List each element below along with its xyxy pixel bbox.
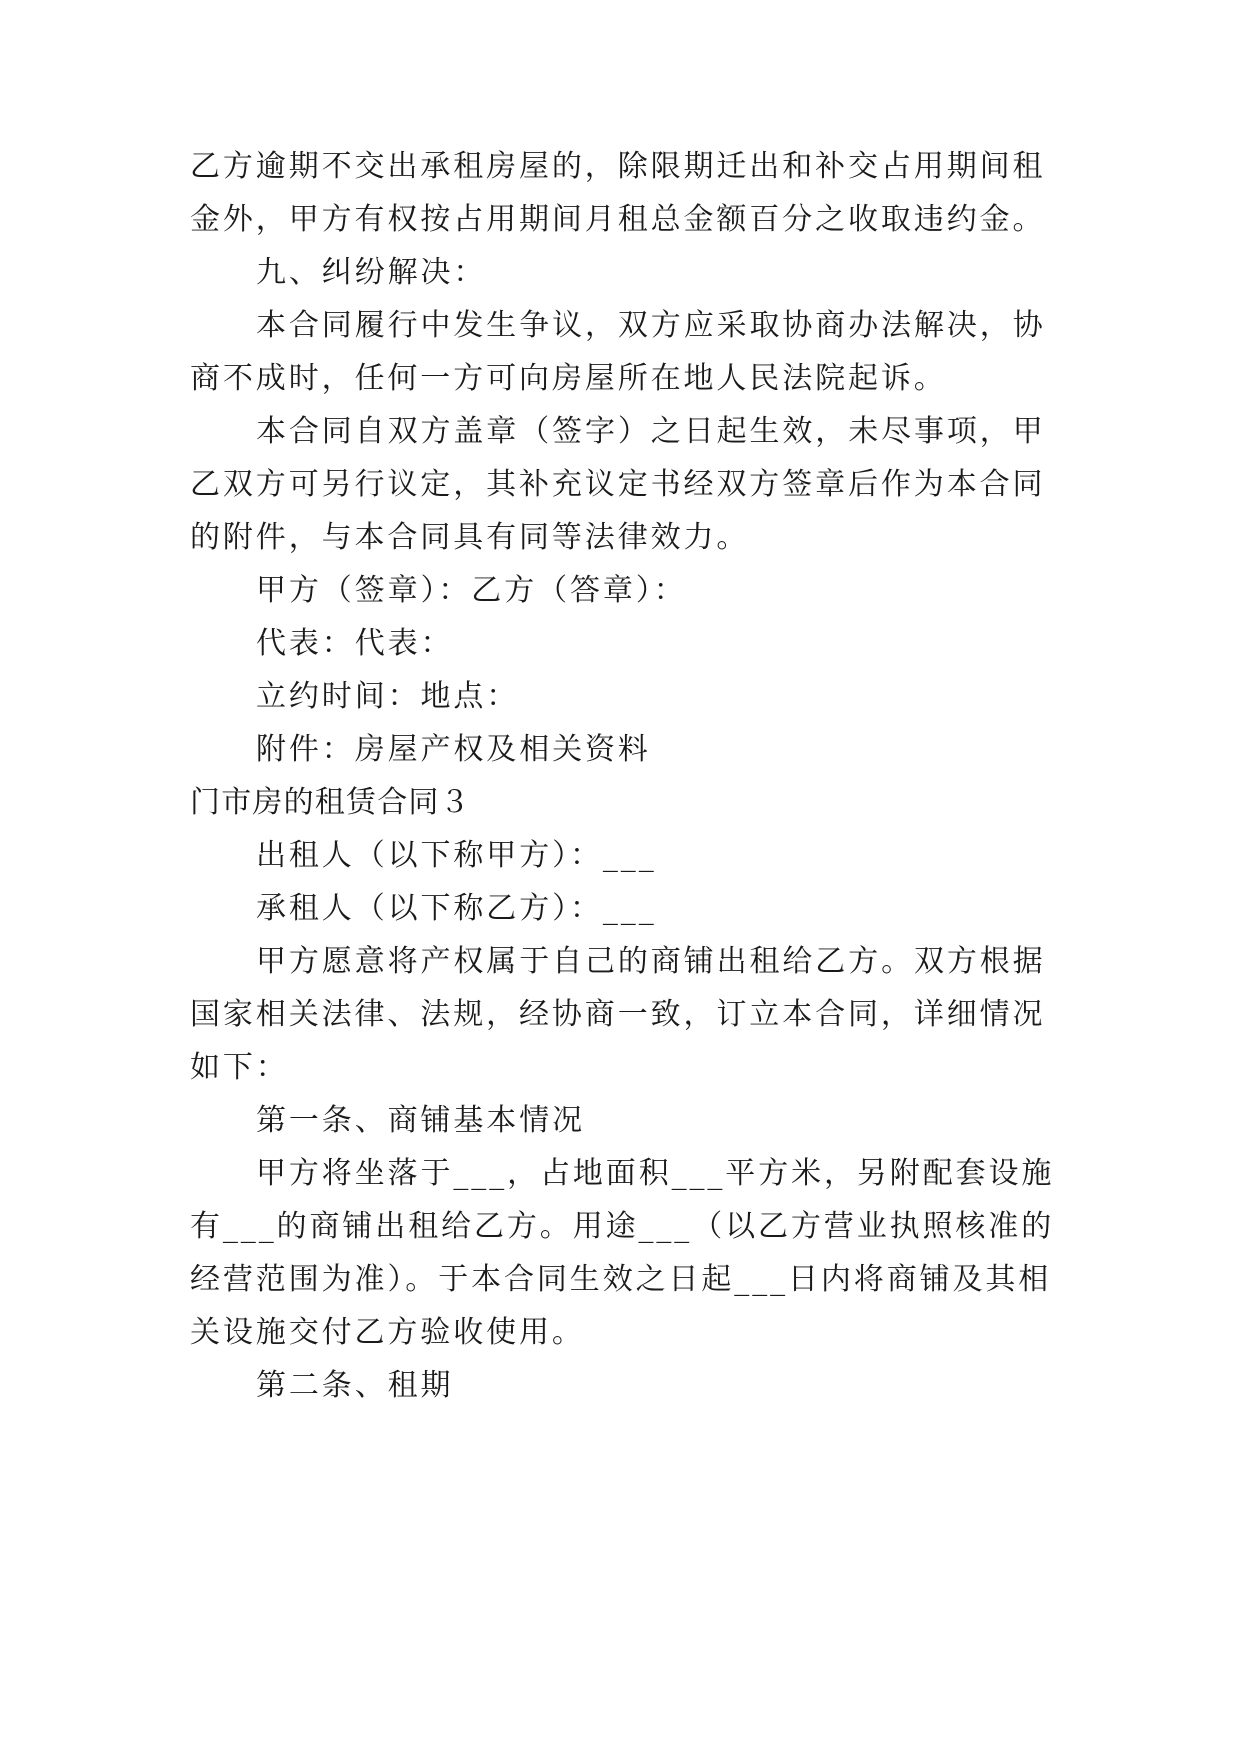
- lessee-line: 承租人（以下称乙方）：___: [256, 891, 657, 926]
- paragraph-line: 甲方将坐落于___，占地面积___平方米，另附配套设施: [256, 1156, 1055, 1191]
- article-heading: 第一条、商铺基本情况: [256, 1103, 585, 1138]
- paragraph-line: 本合同自双方盖章（签字）之日起生效，未尽事项，甲: [256, 414, 1046, 449]
- paragraph-line: 本合同履行中发生争议，双方应采取协商办法解决，协: [256, 308, 1046, 343]
- article-heading: 第二条、租期: [256, 1368, 454, 1403]
- paragraph-line: 经营范围为准）。于本合同生效之日起___日内将商铺及其相: [190, 1262, 1052, 1297]
- representative-line: 代表：代表：: [256, 626, 454, 661]
- signature-line: 甲方（签章）：乙方（答章）：: [256, 573, 687, 608]
- paragraph-line: 乙双方可另行议定，其补充议定书经双方签章后作为本合同: [190, 467, 1046, 502]
- paragraph-line: 甲方愿意将产权属于自己的商铺出租给乙方。双方根据: [256, 944, 1046, 979]
- section-heading: 九、纠纷解决：: [256, 255, 487, 290]
- paragraph-line: 有___的商铺出租给乙方。用途___（以乙方营业执照核准的: [190, 1209, 1055, 1244]
- paragraph-line: 乙方逾期不交出承租房屋的，除限期迁出和补交占用期间租: [190, 149, 1046, 184]
- attachment-line: 附件：房屋产权及相关资料: [256, 732, 651, 767]
- paragraph-line: 商不成时，任何一方可向房屋所在地人民法院起诉。: [190, 361, 947, 396]
- document-title: 门市房的租赁合同３: [190, 785, 471, 820]
- paragraph-line: 金外，甲方有权按占用期间月租总金额百分之收取违约金。: [190, 202, 1046, 237]
- lessor-line: 出租人（以下称甲方）：___: [256, 838, 657, 873]
- paragraph-line: 国家相关法律、法规，经协商一致，订立本合同，详细情况: [190, 997, 1046, 1032]
- paragraph-line: 关设施交付乙方验收使用。: [190, 1315, 585, 1350]
- paragraph-line: 如下：: [190, 1050, 289, 1085]
- date-place-line: 立约时间：地点：: [256, 679, 520, 714]
- paragraph-line: 的附件，与本合同具有同等法律效力。: [190, 520, 750, 555]
